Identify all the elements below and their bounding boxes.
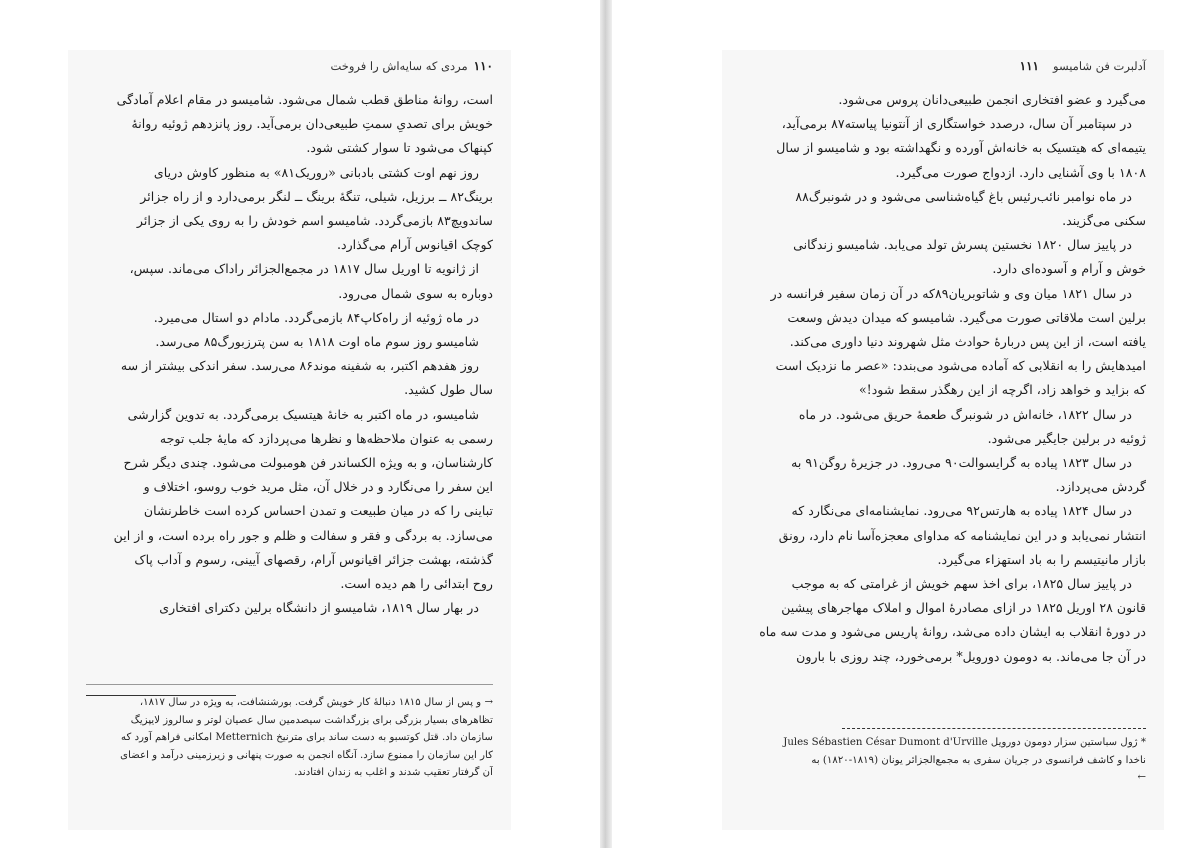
text-line: امیدهایش را به انقلابی که آماده می‌شود می‌بندد: «عصر ما نزدیک است: [775, 358, 1146, 374]
text-line: سازمان داد. قتل کوتسبو به دست ساند برای مترنیخ Metternich امکانی فراهم آورد که: [121, 732, 493, 744]
text-line: → و پس از سال ۱۸۱۵ دنبالهٔ کار خویش گرفت. بورشنشافت، به ویژه در سال ۱۸۱۷،: [139, 697, 493, 708]
text-line: که بزاید و خواهد زاد، اگرچه از این رهگذر سقط شود!»: [858, 382, 1146, 398]
text-line: شامیسو، در ماه اکتبر به خانهٔ هیتسیک برمی‌گردد. به تدوین گزارشی: [127, 406, 479, 422]
text-line: می‌گیرد و عضو افتخاری انجمن طبیعی‌دانان پروس می‌شود.: [838, 92, 1146, 107]
text-line: در سال ۱۸۲۳ پیاده به گرایسوالت۹۰ می‌رود. در جزیرهٔ روگن۹۱ به: [791, 455, 1132, 471]
page-number: ۱۱۰: [473, 59, 493, 73]
page-number: ۱۱۱: [1019, 59, 1039, 73]
text-line: ساندویچ۸۳ بازمی‌گردد. شامیسو اسم خودش را به روی یکی از جزائر: [136, 213, 493, 229]
left-page: [68, 50, 511, 830]
text-line: در پاییز سال ۱۸۲۵، برای اخذ سهم خویش از غرامتی که به موجب: [791, 576, 1132, 592]
text-line: در سال ۱۸۲۴ پیاده به هارتس۹۲ می‌رود. نمایشنامه‌ای می‌نگارد که: [791, 503, 1132, 519]
text-line: دوباره به سوی شمال می‌رود.: [338, 285, 493, 301]
book-gutter: [600, 0, 612, 848]
running-title: مردی که سایه‌اش را فروخت: [330, 59, 468, 73]
right-body-text: [740, 88, 1146, 669]
page-bottom-rule: [86, 684, 493, 685]
text-line: روح ابتدائی را هم دیده است.: [340, 576, 493, 592]
text-line: قانون ۲۸ اوریل ۱۸۲۵ در ازای مصادرهٔ اموال و املاک مهاجرهای پیشین: [781, 600, 1146, 616]
text-line: در پاییز سال ۱۸۲۰ نخستین پسرش تولد می‌یابد. شامیسو زندگانی: [793, 237, 1132, 253]
text-line: کوچک اقیانوس آرام می‌گذارد.: [336, 237, 493, 253]
text-line: شامیسو روز سوم ماه اوت ۱۸۱۸ به سن پترزبورگ۸۵ می‌رسد.: [155, 334, 479, 350]
text-line: سکنی می‌گزیند.: [1062, 213, 1146, 229]
text-line: برلین است ملاقاتی صورت می‌گیرد. شامیسو که میدان دیدش وسعت: [787, 309, 1146, 325]
text-line: کارشناسان، و به ویژه الکساندر فن هومبولت می‌شود. چندی دیگر شرح: [123, 455, 493, 471]
text-line: روز نهم اوت کشتی بادبانی «روریک۸۱» به منظور کاوش دریای: [153, 164, 479, 180]
footnote-separator: [842, 728, 1146, 729]
text-line: کپنهاک می‌شود تا سوار کشتی شود.: [306, 140, 493, 156]
right-page: [722, 50, 1164, 830]
left-page-header: [86, 56, 493, 76]
text-line: این سفر را می‌نگارد و در خلال آن، مثل مرید خوب روسو، اختلاف و: [143, 479, 493, 495]
text-line: ۱۸۰۸ با وی آشنایی دارد. ازدواج صورت می‌گیرد.: [895, 164, 1146, 180]
text-line: می‌سازد. به بردگی و فقر و سفالت و ظلم و جور راه برده است، و از این: [113, 527, 493, 543]
text-line: در سال ۱۸۲۲، خانه‌اش در شونبرگ طعمهٔ حریق می‌شود. در ماه: [798, 406, 1132, 422]
text-line: آن گرفتار تعقیب شدند و اغلب به زندان افتادند.: [294, 767, 493, 779]
text-line: در سال ۱۸۲۱ میان وی و شاتوبریان۸۹که در آن زمان سفیر فرانسه در: [770, 285, 1132, 301]
text-line: ناخدا و کاشف فرانسوی در جریان سفری به مجمع‌الجزائر یونان (۱۸۱۹-۱۸۲۰) به: [811, 754, 1146, 766]
text-line: یتیمه‌ای که هیتسیک به خانه‌اش آورده و نگهداشته بود و شامیسو از سال: [776, 140, 1146, 156]
text-line: کار این سازمان را ممنوع سازد. آنگاه انجمن به صورت پنهانی و زیرزمینی درآمد و اعضای: [120, 749, 493, 761]
text-line: سال طول کشید.: [404, 382, 493, 398]
text-line: ژوئیه در برلین جایگیر می‌شود.: [987, 430, 1146, 446]
right-page-header: [740, 56, 1146, 76]
text-line: در ماه نوامبر نائب‌رئیس باغ گیاه‌شناسی می‌شود و در شونبرگ۸۸: [795, 188, 1132, 204]
text-line: بازار مانیتیسم را به باد استهزاء می‌گیرد.: [937, 551, 1146, 567]
text-line: یافته است، از این پس دربارهٔ حوادث مثل شهروند دنیا داوری می‌کند.: [789, 334, 1146, 350]
text-line: * ژول سباستین سزار دومون دورویل Jules Sébastien César Dumont d'Urville: [783, 737, 1146, 748]
text-line: تظاهرهای بسیار بزرگی برای بزرگداشت سیصدمین سال عصیان لوتر و سالروز لایپزیگ: [130, 714, 493, 726]
text-line: ←: [1137, 772, 1146, 784]
text-line: در بهار سال ۱۸۱۹، شامیسو از دانشگاه برلین دکترای افتخاری: [159, 600, 479, 616]
text-line: انتشار نمی‌یابد و در این نمایشنامه که مداوای معجزه‌آسا نام دارد، رونق: [778, 527, 1146, 543]
text-line: گردش می‌پردازد.: [1055, 479, 1146, 495]
text-line: گذشته، بهشت جزائر اقیانوس آرام، رقصهای آیینی، رسوم و آداب پاک: [134, 551, 493, 567]
text-line: رسمی به عنوان ملاحظه‌ها و نظرها می‌پردازد که مایهٔ جلب توجه: [159, 430, 493, 446]
text-line: از ژانویه تا اوریل سال ۱۸۱۷ در مجمع‌الجزائر راداک می‌ماند. سپس،: [129, 261, 479, 277]
text-line: برینگ۸۲ ــ برزیل، شیلی، تنگهٔ برینگ ــ لنگر برمی‌دارد و از راه جزائر: [140, 188, 493, 204]
left-body-text: [86, 88, 493, 620]
right-footnotes: [740, 734, 1146, 787]
text-line: است، روانهٔ مناطق قطب شمال می‌شود. شامیسو در مقام اعلام آمادگی: [116, 92, 493, 107]
text-line: روز هفدهم اکتبر، به شفینه موند۸۶ می‌رسد. سفر اندکی بیشتر از سه: [120, 358, 479, 374]
running-title: آدلبرت فن شامیسو: [1053, 59, 1146, 73]
text-line: خویش برای تصدیِ سمتِ طبیعی‌دان برمی‌آید. روز پانزدهم ژوئیه روانهٔ: [131, 116, 493, 132]
text-line: در ماه ژوئیه از راه‌کاپ۸۴ بازمی‌گردد. مادام دو استال می‌میرد.: [153, 309, 479, 325]
text-line: در دورهٔ انقلاب به ایشان داده می‌شد، روانهٔ پاریس می‌شود و مدت سه ماه: [759, 624, 1146, 640]
text-line: در آن جا می‌ماند. به دومون دورویل* برمی‌خورد، چند روزی با بارون: [796, 648, 1146, 664]
text-line: تباینی را که در میان طبیعت و تمدن احساس کرده است خاطرنشان: [143, 503, 493, 519]
text-line: خوش و آرام و آسوده‌ای دارد.: [992, 261, 1146, 277]
text-line: در سپتامبر آن سال، درصدد خواستگاری از آنتونیا پیاسته۸۷ برمی‌آید،: [781, 116, 1132, 132]
left-footnotes: [86, 694, 493, 782]
